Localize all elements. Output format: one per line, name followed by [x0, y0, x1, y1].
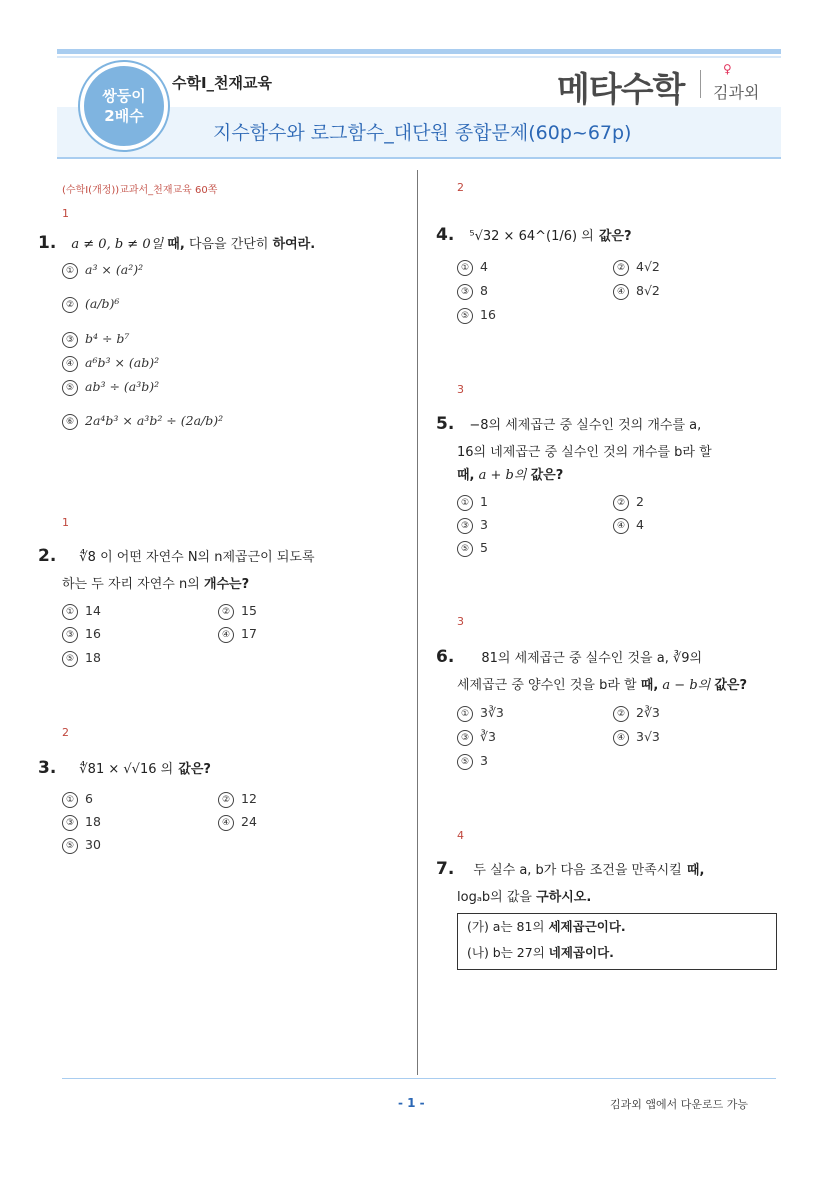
q7-bold1: 때,	[686, 863, 705, 878]
q6-number: 6.	[436, 647, 455, 667]
q6-line1: 81의 세제곱근 중 실수인 것을 a, ∛9의	[481, 651, 703, 666]
header-top-bar	[57, 49, 781, 54]
choice-mark: ④	[218, 815, 234, 831]
q3-number: 3.	[38, 758, 57, 778]
choice-mark: ④	[613, 284, 629, 300]
badge-line2: 2배수	[104, 107, 144, 125]
q4-level: 2	[457, 181, 464, 194]
kimgwaoe-logo: 김과외	[713, 83, 760, 102]
q3-choice-3[interactable]: ③ 18	[62, 814, 101, 831]
brand-divider	[700, 70, 701, 98]
q2-choice-3[interactable]: ③ 16	[62, 626, 101, 643]
choice-mark: ④	[613, 730, 629, 746]
q2-number: 2.	[38, 546, 57, 566]
choice-mark: ②	[613, 495, 629, 511]
q4-text: ⁵√32 × 64^(1/6) 의	[469, 229, 594, 244]
q1-choice-5[interactable]: ⑤ ab³ ÷ (a³b)²	[62, 379, 159, 396]
footer-line	[62, 1078, 776, 1079]
question-6	[436, 644, 702, 674]
choice-mark: ②	[613, 260, 629, 276]
q1-choice-2[interactable]: ② (a/b)⁶	[62, 296, 119, 313]
choice-mark: ②	[218, 792, 234, 808]
question-3	[38, 755, 211, 785]
question-4	[436, 222, 632, 252]
choice-mark: ②	[613, 706, 629, 722]
choice-mark: ⑥	[62, 414, 78, 430]
column-divider	[417, 170, 418, 1075]
q5-number: 5.	[436, 414, 455, 434]
choice-mark: ③	[62, 332, 78, 348]
choice-mark: ④	[613, 518, 629, 534]
q6-line2: 세제곱근 중 양수인 것을 b라 할 때, a − b의 값은?	[457, 678, 748, 693]
q5-choice-4[interactable]: ④ 4	[613, 517, 644, 534]
q5-level: 3	[457, 383, 464, 396]
q3-choice-2[interactable]: ② 12	[218, 791, 257, 808]
q1-number: 1.	[38, 233, 57, 253]
q2-choice-4[interactable]: ④ 17	[218, 626, 257, 643]
q6-choice-4[interactable]: ④ 3√3	[613, 729, 660, 746]
q1-bold2: 하여라.	[272, 237, 316, 252]
page-number: - 1 -	[398, 1096, 425, 1110]
source-note: (수학Ⅰ(개정))교과서_천재교육 60쪽	[62, 185, 218, 196]
choice-mark: ④	[62, 356, 78, 372]
choice-mark: ⑤	[457, 308, 473, 324]
q5-line1: −8의 세제곱근 중 실수인 것의 개수를 a,	[469, 418, 702, 433]
q4-bold: 값은?	[598, 229, 632, 244]
q4-choice-3[interactable]: ③ 8	[457, 283, 488, 300]
q1-mid: 다음을 간단히	[188, 237, 269, 252]
q7-line1: 두 실수 a, b가 다음 조건을 만족시킬	[473, 863, 682, 878]
q4-choice-4[interactable]: ④ 8√2	[613, 283, 660, 300]
q3-bold: 값은?	[178, 762, 211, 777]
q2-line1: ∜8 이 어떤 자연수 N의 n제곱근이 되도록	[79, 550, 315, 565]
q5-line2: 16의 네제곱근 중 실수인 것의 개수를 b라 할	[457, 445, 712, 460]
q7-number: 7.	[436, 859, 455, 879]
choice-mark: ③	[457, 518, 473, 534]
q1-level: 1	[62, 207, 69, 220]
q5-choice-2[interactable]: ② 2	[613, 494, 644, 511]
q4-choice-1[interactable]: ① 4	[457, 259, 488, 276]
choice-mark: ①	[457, 260, 473, 276]
q1-choice-1[interactable]: ① a³ × (a²)²	[62, 262, 143, 279]
q2-line2: 하는 두 자리 자연수 n의 개수는?	[62, 577, 250, 592]
choice-mark: ①	[457, 706, 473, 722]
choice-mark: ①	[62, 792, 78, 808]
q4-choice-2[interactable]: ② 4√2	[613, 259, 660, 276]
q6-choice-3[interactable]: ③ ∛3	[457, 729, 496, 746]
unit-title: 지수함수와 로그함수_대단원 종합문제(60p~67p)	[213, 122, 632, 144]
q1-choice-6[interactable]: ⑥ 2a⁴b³ × a³b² ÷ (2a/b)²	[62, 413, 223, 430]
q3-choice-1[interactable]: ① 6	[62, 791, 93, 808]
q6-level: 3	[457, 615, 464, 628]
condition-1: (가) a는 81의 세제곱근이다.	[467, 919, 626, 934]
choice-mark: ④	[218, 627, 234, 643]
q6-choice-1[interactable]: ① 3∛3	[457, 705, 504, 722]
choice-mark: ⑤	[62, 651, 78, 667]
subject-label: 수학Ⅰ_천재교육	[172, 74, 273, 92]
choice-mark: ⑤	[457, 754, 473, 770]
choice-mark: ②	[218, 604, 234, 620]
q1-bold1: 때,	[167, 237, 185, 252]
q4-number: 4.	[436, 225, 455, 245]
q1-condition: a ≠ 0, b ≠ 0일	[71, 237, 164, 252]
q5-choice-3[interactable]: ③ 3	[457, 517, 488, 534]
q2-choice-1[interactable]: ① 14	[62, 603, 101, 620]
choice-mark: ⑤	[62, 380, 78, 396]
choice-mark: ①	[62, 263, 78, 279]
q5-line3: 때, a + b의 값은?	[457, 468, 564, 483]
header-top-bar-thin	[57, 56, 781, 58]
q2-bold: 개수는?	[203, 577, 250, 592]
q3-choice-5[interactable]: ⑤ 30	[62, 837, 101, 854]
q7-level: 4	[457, 829, 464, 842]
q2-choice-5[interactable]: ⑤ 18	[62, 650, 101, 667]
question-7	[436, 856, 704, 886]
choice-mark: ③	[457, 730, 473, 746]
question-1	[38, 230, 315, 260]
person-icon: ♀	[723, 62, 732, 76]
choice-mark: ①	[457, 495, 473, 511]
brand-logo: 메타수학	[557, 70, 685, 110]
twin-badge	[80, 62, 168, 150]
q7-line2: logₐb의 값을 구하시오.	[457, 890, 592, 905]
choice-mark: ③	[457, 284, 473, 300]
q3-choice-4[interactable]: ④ 24	[218, 814, 257, 831]
q3-level: 2	[62, 726, 69, 739]
question-5	[436, 411, 701, 441]
q6-choice-5[interactable]: ⑤ 3	[457, 753, 488, 770]
q3-text: ∜81 × √√16 의	[79, 762, 174, 777]
badge-line1: 쌍둥이	[102, 87, 146, 105]
choice-mark: ⑤	[457, 541, 473, 557]
choice-mark: ②	[62, 297, 78, 313]
choice-mark: ③	[62, 627, 78, 643]
choice-mark: ③	[62, 815, 78, 831]
choice-mark: ①	[62, 604, 78, 620]
q2-level: 1	[62, 516, 69, 529]
q2-choice-2[interactable]: ② 15	[218, 603, 257, 620]
q1-choice-4[interactable]: ④ a⁶b³ × (ab)²	[62, 355, 159, 372]
q5-choice-5[interactable]: ⑤ 5	[457, 540, 488, 557]
condition-2: (나) b는 27의 네제곱이다.	[467, 945, 614, 960]
q1-choice-3[interactable]: ③ b⁴ ÷ b⁷	[62, 331, 129, 348]
question-2	[38, 543, 388, 573]
q4-choice-5[interactable]: ⑤ 16	[457, 307, 496, 324]
q5-choice-1[interactable]: ① 1	[457, 494, 488, 511]
q6-choice-2[interactable]: ② 2∛3	[613, 705, 660, 722]
choice-mark: ⑤	[62, 838, 78, 854]
footer-note: 김과외 앱에서 다운로드 가능	[610, 1098, 749, 1111]
